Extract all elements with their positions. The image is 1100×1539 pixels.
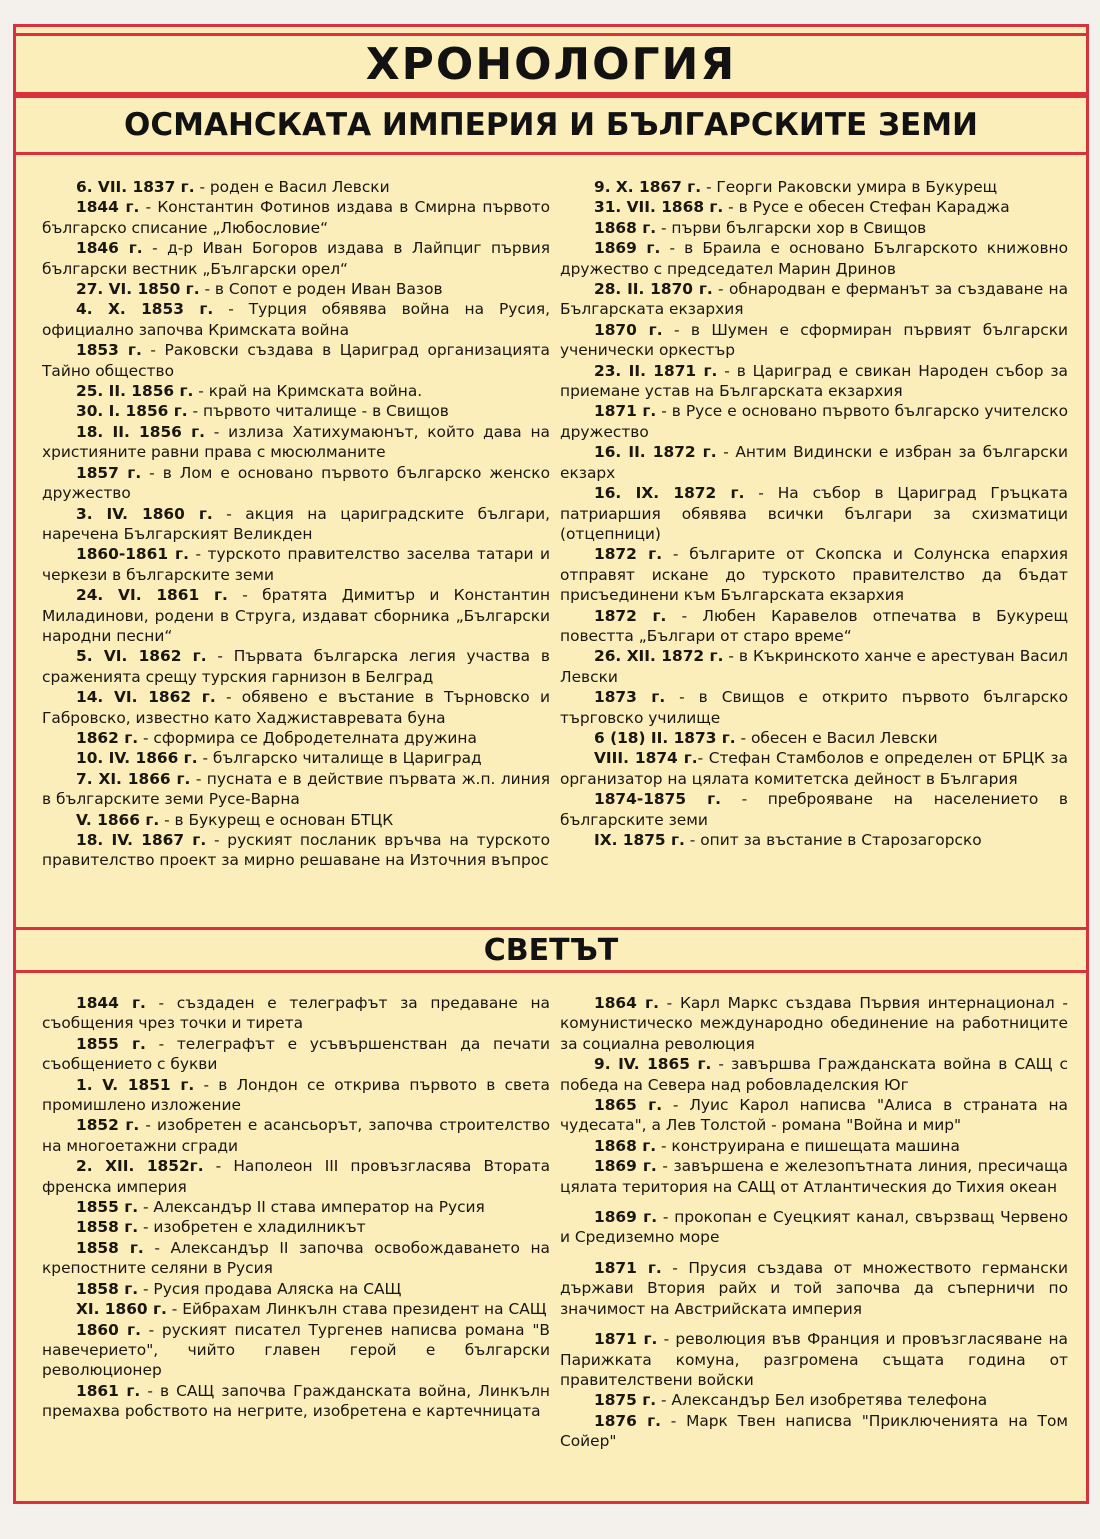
entry-text: - създаден е телеграфът за предаване на съобщения чрез точки и тирета	[42, 994, 550, 1033]
entry-text: - руският посланик връчва на турското правителство проект за мирно решаване на Източния въпрос	[42, 831, 551, 870]
entry-date: 31. VII. 1868 г.	[594, 198, 724, 217]
entry-text: - пусната е в действие първата ж.п. линия в българските земи Русе-Варна	[42, 769, 550, 809]
entry-text: - в Букурещ е основан БТЦК	[159, 810, 394, 829]
entry-date: 1871 г.	[594, 402, 657, 421]
entry-date: VIII. 1874 г.	[594, 749, 698, 768]
entry-date: 1871 г.	[594, 1330, 658, 1349]
entry-date: 16. IX. 1872 г.	[594, 484, 745, 503]
entry-date: XI. 1860 г.	[76, 1300, 167, 1319]
entry-text: - в Цариград е свикан Народен събор за приемане устав на Българската екзархия	[560, 361, 1068, 401]
entry-text: - Луис Карол написва "Алиса в страната на чудесата", а Лев Толстой - романа "Война и мир"	[560, 1096, 1068, 1135]
timeline-entry	[560, 279, 1068, 320]
entry-text: - в Браила е основано Българското книжовно дружество с председател Марин Дринов	[560, 239, 1068, 278]
entry-date: 25. II. 1856 г.	[76, 382, 194, 401]
entry-date: 1860 г.	[76, 1320, 141, 1339]
entry-text: - обнародван е ферманът за създаване на Българската екзархия	[560, 280, 1068, 319]
entry-date: 1874-1875 г.	[594, 790, 722, 809]
entry-text: - Турция обявява война на Русия, официално започва Кримската война	[42, 300, 550, 339]
entry-date: 4. X. 1853 г.	[76, 300, 214, 319]
entry-text: - Ейбрахам Линкълн става президент на САЩ	[166, 1300, 547, 1319]
entry-date: 1855 г.	[76, 1198, 139, 1217]
timeline-entry	[560, 177, 1068, 197]
timeline-entry	[42, 504, 550, 545]
timeline-entry	[560, 1207, 1068, 1248]
entry-text: - в Русе е основано първото българско учителско дружество	[560, 402, 1068, 441]
timeline-entry	[42, 1217, 550, 1237]
entry-date: 1861 г.	[76, 1381, 141, 1400]
entry-date: 1868 г.	[594, 1136, 657, 1155]
entry-text: - конструирана е пишещата машина	[656, 1136, 960, 1155]
entry-text: - опит за въстание в Старозагорско	[684, 831, 982, 849]
entry-text: - обявено е въстание в Търновско и Габровско, известно като Хаджиставревата буна	[42, 688, 551, 727]
entry-date: 1860-1861 г.	[76, 545, 189, 564]
entry-text: - първото читалище - в Свищов	[187, 402, 449, 421]
entry-text: - в Сопот е роден Иван Вазов	[199, 280, 443, 299]
timeline-entry	[42, 422, 550, 463]
entry-date: 10. IV. 1866 г.	[76, 749, 198, 768]
timeline-entry	[42, 1279, 550, 1299]
entry-spacer	[560, 1248, 1068, 1258]
timeline-entry	[560, 401, 1068, 442]
entry-text: - Наполеон III провъзгласява Втората френска империя	[42, 1157, 550, 1196]
section-title-world: СВЕТЪТ	[16, 927, 1086, 973]
entry-date: 1844 г.	[76, 994, 146, 1012]
entry-date: 1865 г.	[594, 1096, 663, 1115]
entry-date: 26. XII. 1872 г.	[594, 647, 724, 666]
entry-date: 7. XI. 1866 г.	[76, 769, 191, 788]
timeline-entry	[42, 728, 550, 748]
entry-date: 1875 г.	[594, 1391, 657, 1410]
entry-text: - Русия продава Аляска на САЩ	[138, 1279, 402, 1298]
entry-date: 1876 г.	[594, 1411, 661, 1430]
timeline-entry	[560, 646, 1068, 687]
entry-date: 1872 г.	[594, 606, 667, 625]
world-left-column	[42, 993, 550, 1452]
entry-date: 6. VII. 1837 г.	[76, 178, 195, 196]
timeline-entry	[42, 810, 550, 830]
timeline-entry	[560, 1054, 1068, 1095]
timeline-entry	[560, 993, 1068, 1054]
entry-text: - д-р Иван Богоров издава в Лайпциг първия български вестник „Български орел“	[42, 239, 550, 278]
entry-text: - Антим Видински е избран за български екзарх	[560, 443, 1068, 482]
entry-text: - завършва Гражданската война в САЩ с победа на Севера над робовладелския Юг	[560, 1055, 1068, 1094]
timeline-entry	[42, 1034, 550, 1075]
timeline-entry	[42, 544, 550, 585]
entry-date: 1858 г.	[76, 1279, 139, 1298]
timeline-entry	[42, 769, 550, 810]
entry-text: - първи български хор в Свищов	[656, 218, 927, 237]
entry-date: 1869 г.	[594, 1157, 657, 1176]
section-title-ottoman: ОСМАНСКАТА ИМПЕРИЯ И БЪЛГАРСКИТЕ ЗЕМИ	[16, 95, 1086, 155]
entry-text: - преброяване на населението в българските земи	[560, 790, 1068, 829]
timeline-entry	[560, 361, 1068, 402]
entry-spacer	[560, 1319, 1068, 1329]
entry-date: 16. II. 1872 г.	[594, 443, 717, 462]
entry-text: - Стефан Стамболов е определен от БРЦК за организатор на цялата комитетска дейност в България	[560, 749, 1068, 788]
timeline-entry	[560, 1329, 1068, 1390]
entry-date: 1858 г.	[76, 1238, 144, 1257]
timeline-entry	[42, 1320, 550, 1381]
timeline-entry	[560, 1390, 1068, 1410]
entry-date: 3. IV. 1860 г.	[76, 504, 213, 523]
entry-text: - Марк Твен написва "Приключенията на Том Сойер"	[560, 1411, 1068, 1451]
chronology-panel	[13, 24, 1089, 1504]
timeline-entry	[560, 218, 1068, 238]
entry-text: - в Свищов е открито първото българско търговско училище	[560, 688, 1068, 727]
timeline-entry	[560, 606, 1068, 647]
entry-date: 24. VI. 1861 г.	[76, 586, 228, 605]
entry-date: 1857 г.	[76, 463, 142, 482]
entry-date: 1868 г.	[594, 218, 657, 237]
entry-date: 14. VI. 1862 г.	[76, 688, 216, 707]
entry-text: - сформира се Добродетелната дружина	[138, 728, 477, 747]
entry-text: - в Лом е основано първото българско женско дружество	[42, 463, 550, 503]
timeline-entry	[560, 1411, 1068, 1452]
entry-text: - Александър II започва освобождаването на крепостните селяни в Русия	[42, 1238, 550, 1278]
entry-date: 30. I. 1856 г.	[76, 402, 188, 421]
entry-date: 5. VI. 1862 г.	[76, 647, 207, 666]
entry-text: - телеграфът е усъвършенстван да печати съобщението с букви	[42, 1034, 550, 1074]
entry-spacer	[560, 1197, 1068, 1207]
entry-text: - На събор в Цариград Гръцката патриаршия обявява всички българи за схизматици (отцепници)	[560, 484, 1068, 543]
entry-text: - Александър II става император на Русия	[138, 1198, 485, 1217]
timeline-entry	[560, 1156, 1068, 1197]
timeline-entry	[42, 1299, 550, 1319]
entry-text: - изобретен е асансьорът, започва строителство на многоетажни сгради	[42, 1116, 550, 1155]
entry-date: 1846 г.	[76, 239, 143, 258]
entry-date: 2. XII. 1852г.	[76, 1157, 204, 1176]
timeline-entry	[42, 1381, 550, 1422]
entry-date: 1869 г.	[594, 1208, 658, 1227]
timeline-entry	[560, 1258, 1068, 1319]
entry-text: - Любен Каравелов отпечатва в Букурещ повестта „Българи от старо време“	[560, 606, 1068, 645]
entry-text: - Карл Маркс създава Първия интернационал - комунистическо международно обединение на работниците за социална революция	[560, 994, 1068, 1053]
timeline-entry	[560, 687, 1068, 728]
timeline-entry	[42, 1238, 550, 1279]
timeline-entry	[42, 646, 550, 687]
timeline-entry	[42, 1156, 550, 1197]
timeline-entry	[42, 279, 550, 299]
entry-text: - българско читалище в Цариград	[197, 749, 482, 768]
timeline-entry	[42, 687, 550, 728]
timeline-entry	[560, 197, 1068, 217]
timeline-entry	[42, 748, 550, 768]
entry-date: IX. 1875 г.	[594, 831, 685, 849]
entry-text: - братята Димитър и Константин Миладинови, родени в Струга, издават сборника „Български народни песни“	[42, 586, 551, 645]
entry-date: 1871 г.	[594, 1258, 662, 1277]
timeline-entry	[42, 177, 550, 197]
timeline-entry	[42, 1197, 550, 1217]
timeline-entry	[560, 320, 1068, 361]
entry-date: 1870 г.	[594, 320, 663, 339]
entry-text: - Александър Бел изобретява телефона	[656, 1391, 988, 1410]
timeline-entry	[42, 197, 550, 238]
timeline-entry	[560, 728, 1068, 748]
entry-date: 1873 г.	[594, 688, 666, 707]
world-timeline	[42, 993, 1068, 1452]
entry-text: - в Къкринското ханче е арестуван Васил Левски	[560, 647, 1068, 686]
entry-text: - революция във Франция и провъзгласяване на Парижката комуна, разгромена същата година от правителствени войски	[560, 1330, 1068, 1389]
timeline-entry	[42, 401, 550, 421]
entry-text: - обесен е Васил Левски	[735, 728, 938, 747]
entry-date: 18. IV. 1867 г.	[76, 831, 207, 849]
timeline-entry	[42, 1075, 550, 1116]
timeline-entry	[42, 585, 550, 646]
timeline-entry	[560, 1095, 1068, 1136]
entry-text: - българите от Скопска и Солунска епархия отправят искане до турското правителство да бъдат присъединени към Българската екзархия	[560, 545, 1068, 605]
ottoman-right-column	[560, 177, 1068, 871]
entry-text: - Първата българска легия участва в сраженията срещу турския гарнизон в Белград	[42, 647, 550, 686]
entry-date: 9. X. 1867 г.	[594, 178, 702, 196]
entry-text: - роден е Васил Левски	[194, 178, 390, 196]
entry-text: - в Шумен е сформиран първият български ученически оркестър	[560, 320, 1068, 360]
page-title: ХРОНОЛОГИЯ	[16, 33, 1086, 95]
entry-text: - руският писател Тургенев написва романа "В навечерието", чийто главен герой е български революционер	[42, 1320, 550, 1380]
timeline-entry	[42, 381, 550, 401]
entry-text: - акция на цариградските българи, наречена Българският Великден	[42, 504, 550, 543]
timeline-entry	[42, 993, 550, 1034]
entry-date: 1844 г.	[76, 198, 140, 217]
timeline-entry	[42, 830, 550, 871]
entry-date: 1862 г.	[76, 728, 139, 747]
entry-date: 28. II. 1870 г.	[594, 280, 713, 299]
ottoman-left-column	[42, 177, 550, 871]
entry-text: - излиза Хатихумаюнът, който дава на християните равни права с мюсюлманите	[42, 422, 550, 462]
timeline-entry	[42, 1115, 550, 1156]
entry-text: - Прусия създава от множеството германски държави Втория райх и той започва да съперничи по значимост на Австрийската империя	[560, 1258, 1068, 1318]
entry-text: - турското правителство заселва татари и черкези в българските земи	[42, 545, 550, 584]
entry-text: - Раковски създава в Цариград организацията Тайно общество	[42, 341, 550, 380]
timeline-entry	[560, 483, 1068, 544]
entry-date: 1853 г.	[76, 341, 142, 360]
entry-date: 18. II. 1856 г.	[76, 422, 206, 441]
entry-text: - край на Кримската война.	[193, 382, 423, 401]
timeline-entry	[560, 1136, 1068, 1156]
world-right-column	[560, 993, 1068, 1452]
entry-date: 27. VI. 1850 г.	[76, 280, 200, 299]
entry-date: 1872 г.	[594, 545, 663, 564]
timeline-entry	[42, 340, 550, 381]
entry-date: 1869 г.	[594, 239, 661, 258]
timeline-entry	[560, 830, 1068, 850]
timeline-entry	[42, 299, 550, 340]
timeline-entry	[560, 544, 1068, 605]
timeline-entry	[560, 748, 1068, 789]
entry-text: - в Русе е обесен Стефан Караджа	[723, 198, 1010, 217]
entry-date: 1855 г.	[76, 1034, 146, 1053]
entry-text: - изобретен е хладилникът	[138, 1218, 366, 1237]
timeline-entry	[560, 789, 1068, 830]
entry-date: 1852 г.	[76, 1116, 140, 1135]
entry-date: 1858 г.	[76, 1218, 139, 1237]
entry-text: - Константин Фотинов издава в Смирна първото българско списание „Любословие“	[42, 198, 550, 237]
timeline-entry	[560, 442, 1068, 483]
entry-text: - Георги Раковски умира в Букурещ	[701, 178, 998, 196]
entry-date: 6 (18) II. 1873 г.	[594, 728, 736, 747]
entry-date: 1. V. 1851 г.	[76, 1075, 195, 1094]
timeline-entry	[42, 238, 550, 279]
timeline-entry	[42, 463, 550, 504]
entry-date: 1864 г.	[594, 994, 659, 1012]
entry-date: 9. IV. 1865 г.	[594, 1055, 712, 1074]
entry-text: - в Лондон се открива първото в света промишлено изложение	[42, 1075, 550, 1115]
entry-date: V. 1866 г.	[76, 810, 160, 829]
entry-text: - прокопан е Суецкият канал, свързващ Червено и Средиземно море	[560, 1208, 1068, 1247]
timeline-entry	[560, 238, 1068, 279]
entry-date: 23. II. 1871 г.	[594, 361, 718, 380]
ottoman-timeline	[42, 177, 1068, 871]
entry-text: - в САЩ започва Гражданската война, Линкълн премахва робството на негрите, изобретена е картечницата	[42, 1381, 550, 1421]
entry-text: - завършена е железопътната линия, пресичаща цялата територия на САЩ от Атлантическия до Тихия океан	[560, 1157, 1068, 1196]
